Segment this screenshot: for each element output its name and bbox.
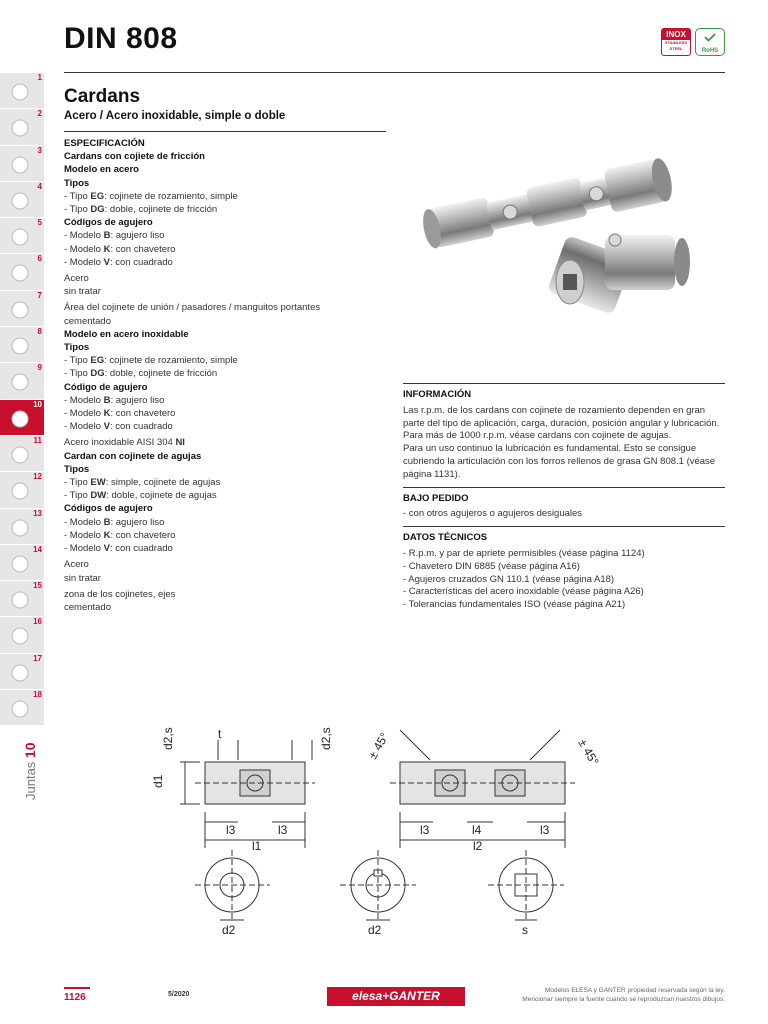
product-photo	[410, 140, 710, 330]
spec-heading: Tipos	[64, 342, 90, 354]
datos-item: - R.p.m. y par de apriete permisibles (véase página 1124)	[403, 547, 645, 559]
spec-heading: Tipos	[64, 463, 90, 475]
spec-text: - Modelo	[64, 230, 104, 242]
spec-text: - Modelo	[64, 243, 104, 255]
chapter-tab[interactable]	[0, 109, 44, 145]
footer-accent	[64, 987, 90, 989]
dim-label: t	[218, 727, 222, 741]
chapter-tab-number: 9	[37, 363, 42, 373]
spec-paragraph: sin tratar	[64, 286, 101, 298]
spec-code: EG	[90, 190, 105, 202]
spec-text: : simple, cojinete de agujas	[105, 477, 221, 489]
spec-text: : con chavetero	[110, 243, 176, 255]
chapter-tab-number: 16	[33, 617, 42, 627]
chapter-tab[interactable]	[0, 472, 44, 508]
dim-label: ± 45°	[575, 736, 602, 768]
spec-list-item	[64, 367, 384, 380]
spec-paragraph: cementado	[64, 601, 112, 613]
chapter-tab-number: 13	[33, 508, 42, 518]
check-icon	[704, 33, 716, 42]
spec-code: K	[103, 529, 111, 541]
datos-heading: DATOS TÉCNICOS	[403, 532, 488, 544]
spec-list-item	[64, 476, 384, 489]
dim-label: d2	[368, 923, 382, 937]
chapter-tab-number: 6	[37, 254, 42, 264]
spec-code: EW	[90, 477, 106, 489]
chapter-tab-number: 17	[33, 653, 42, 663]
chapter-tab[interactable]	[0, 400, 44, 436]
chapter-tab[interactable]	[0, 617, 44, 653]
info-paragraph-1: Las r.p.m. de los cardans con cojinete de rozamiento dependen en gran parte del tipo de aplicación, carga, duración, posición angular y lubricación. Para más de 1000 r.p.m. véase cardans con cojinete de agujas.	[403, 404, 720, 442]
spec-text: - Modelo	[64, 543, 104, 555]
component-icon	[8, 517, 32, 539]
spec-heading: Códigos de agujero	[64, 217, 153, 229]
dim-label: d2	[222, 923, 236, 937]
component-icon	[8, 480, 32, 502]
component-icon	[8, 444, 32, 466]
section-label	[22, 742, 38, 800]
chapter-tab[interactable]	[0, 218, 44, 254]
chapter-tab-number: 7	[37, 290, 42, 300]
spec-heading: Cardan con cojinete de agujas	[64, 450, 202, 462]
spec-paragraph	[64, 436, 384, 449]
spec-code: EG	[90, 355, 105, 367]
bajo-pedido-heading: BAJO PEDIDO	[403, 492, 469, 504]
divider	[403, 526, 725, 527]
chapter-tab-number: 5	[37, 218, 42, 228]
component-icon	[8, 553, 32, 575]
spec-text: : con cuadrado	[109, 543, 173, 555]
component-icon	[8, 408, 32, 430]
header-divider	[64, 72, 725, 73]
component-icon	[8, 190, 32, 212]
chapter-tab-number: 15	[33, 581, 42, 591]
spec-heading: ESPECIFICACIÓN	[64, 138, 145, 149]
dim-label: l3	[420, 823, 430, 837]
spec-text: - Tipo	[64, 477, 91, 489]
spec-text: - Modelo	[64, 529, 104, 541]
chapter-tab[interactable]	[0, 436, 44, 472]
dim-label: l3	[226, 823, 236, 837]
spec-code: DG	[90, 204, 105, 216]
spec-code: K	[103, 243, 111, 255]
datos-item: - Características del acero inoxidable (véase página A26)	[403, 586, 644, 598]
spec-paragraph: Acero	[64, 273, 89, 285]
inox-badge-sub: STAINLESS STEEL	[664, 40, 688, 51]
spec-heading: Modelo en acero	[64, 164, 139, 176]
chapter-tab[interactable]	[0, 291, 44, 327]
section-label-num: 10	[22, 742, 38, 759]
spec-list-item	[64, 190, 384, 203]
chapter-tab[interactable]	[0, 509, 44, 545]
datos-item: - Agujeros cruzados GN 110.1 (véase página A18)	[403, 573, 615, 585]
datos-item: - Chavetero DIN 6885 (véase página A16)	[403, 560, 580, 572]
chapter-tab[interactable]	[0, 690, 44, 726]
page-title: DIN 808	[64, 22, 178, 55]
spec-text: : agujero liso	[110, 516, 165, 528]
spec-heading: Códigos de agujero	[64, 503, 153, 515]
spec-text: - Tipo	[64, 204, 91, 216]
chapter-tab[interactable]	[0, 654, 44, 690]
chapter-tab-number: 2	[37, 109, 42, 119]
component-icon	[8, 589, 32, 611]
datos-item: - Tolerancias fundamentales ISO (véase página A21)	[403, 599, 626, 611]
chapter-tab[interactable]	[0, 254, 44, 290]
chapter-tab[interactable]	[0, 146, 44, 182]
info-divider	[403, 383, 725, 384]
rohs-badge-label: RoHS	[701, 48, 719, 54]
page-number: 1126	[64, 992, 86, 1003]
spec-code: V	[103, 256, 110, 268]
spec-code: V	[103, 421, 110, 433]
technical-drawing	[140, 720, 620, 940]
spec-text: : con cuadrado	[109, 421, 173, 433]
dim-label: l3	[540, 823, 550, 837]
spec-text: Acero inoxidable AISI 304	[64, 437, 176, 449]
legal-line: Modelos ELESA y GANTER propiedad reservada según la ley.	[544, 987, 725, 994]
spec-code: B	[103, 230, 111, 242]
section-subtitle: Acero / Acero inoxidable, simple o doble	[64, 110, 286, 122]
spec-text: : cojinete de rozamiento, simple	[104, 190, 238, 202]
component-icon	[8, 117, 32, 139]
spec-list-item	[64, 229, 384, 242]
inox-badge-label: INOX	[662, 29, 690, 40]
spec-code: NI	[175, 437, 185, 449]
chapter-tab-number: 18	[33, 690, 42, 700]
spec-text: - Tipo	[64, 368, 91, 380]
component-icon	[8, 154, 32, 176]
spec-list-item	[64, 256, 384, 269]
spec-text: : cojinete de rozamiento, simple	[104, 355, 238, 367]
component-icon	[8, 226, 32, 248]
bajo-pedido-item: - con otros agujeros o agujeros desiguales	[403, 508, 583, 520]
spec-text: : con cuadrado	[109, 256, 173, 268]
spec-paragraph: cementado	[64, 315, 112, 327]
spec-code: DW	[90, 490, 107, 502]
dim-label: l4	[472, 823, 482, 837]
dim-label: s	[522, 923, 528, 937]
section-label-text: Juntas	[23, 761, 38, 800]
specification	[64, 137, 384, 614]
spec-code: B	[103, 516, 111, 528]
divider	[403, 487, 725, 488]
spec-text: - Modelo	[64, 408, 104, 420]
spec-text: : con chavetero	[110, 529, 176, 541]
spec-text: : doble, cojinete de fricción	[104, 204, 218, 216]
spec-paragraph: zona de los cojinetes, ejes	[64, 588, 176, 600]
component-icon	[8, 662, 32, 684]
chapter-tab-number: 4	[37, 181, 42, 191]
chapter-tab-number: 3	[37, 145, 42, 155]
info-column	[403, 389, 725, 612]
dim-label: l3	[278, 823, 288, 837]
spec-text: - Modelo	[64, 394, 104, 406]
dim-label: l2	[473, 839, 483, 853]
chapter-tabs	[0, 73, 44, 726]
chapter-tab-number: 8	[37, 327, 42, 337]
spec-text: : doble, cojinete de agujas	[106, 490, 217, 502]
chapter-tab[interactable]	[0, 545, 44, 581]
brand-logo: elesa+GANTER	[327, 987, 465, 1006]
spec-paragraph: Área del cojinete de unión / pasadores / manguitos portantes	[64, 302, 321, 314]
spec-list-item	[64, 489, 384, 502]
spec-heading: Tipos	[64, 177, 90, 189]
spec-text: : con chavetero	[110, 408, 176, 420]
spec-text: - Modelo	[64, 256, 104, 268]
chapter-tab[interactable]	[0, 327, 44, 363]
component-icon	[8, 335, 32, 357]
spec-text: - Tipo	[64, 490, 91, 502]
chapter-tab-number: 14	[33, 544, 42, 554]
component-icon	[8, 698, 32, 720]
spec-paragraph: Acero	[64, 559, 89, 571]
spec-code: K	[103, 408, 111, 420]
dim-label: d1	[151, 774, 165, 788]
dim-label: ± 45°	[365, 730, 392, 762]
spec-code: B	[103, 394, 111, 406]
chapter-tab[interactable]	[0, 363, 44, 399]
spec-list-item	[64, 420, 384, 433]
spec-list-item	[64, 394, 384, 407]
chapter-tab[interactable]	[0, 73, 44, 109]
spec-code: DG	[90, 368, 105, 380]
spec-list-item	[64, 203, 384, 216]
spec-paragraph: sin tratar	[64, 572, 101, 584]
chapter-tab-number: 10	[33, 399, 42, 409]
spec-list-item	[64, 529, 384, 542]
chapter-tab[interactable]	[0, 182, 44, 218]
component-icon	[8, 81, 32, 103]
spec-list-item	[64, 542, 384, 555]
edition-date: 5/2020	[168, 991, 190, 998]
dim-label: d2,s	[161, 727, 175, 750]
chapter-tab-number: 1	[37, 73, 42, 82]
spec-text: : agujero liso	[110, 394, 165, 406]
dim-label: d2,s	[319, 727, 333, 750]
legal-line: Mencionar siempre la fuente cuando se reproduzcan nuestros dibujos.	[522, 995, 725, 1003]
section-divider	[64, 131, 386, 132]
spec-list-item	[64, 516, 384, 529]
dim-label: l1	[252, 839, 262, 853]
component-icon	[8, 371, 32, 393]
component-icon	[8, 299, 32, 321]
rohs-badge	[695, 28, 725, 56]
inox-badge	[661, 28, 691, 56]
chapter-tab[interactable]	[0, 581, 44, 617]
info-heading: INFORMACIÓN	[403, 389, 472, 400]
spec-list-item	[64, 243, 384, 256]
spec-text: : doble, cojinete de fricción	[104, 368, 218, 380]
spec-text: - Modelo	[64, 516, 104, 528]
spec-heading: Código de agujero	[64, 381, 148, 393]
spec-list-item	[64, 407, 384, 420]
legal-note	[465, 987, 725, 1004]
spec-heading: Modelo en acero inoxidable	[64, 328, 189, 340]
spec-list-item	[64, 354, 384, 367]
section-title: Cardans	[64, 86, 141, 107]
info-paragraph-2: Para un uso continuo la lubricación es fundamental. Esto se consigue cubriendo la articulación con los forros rellenos de grasa GN 808.1 (véase página 1131).	[403, 443, 716, 480]
spec-text: - Tipo	[64, 190, 91, 202]
chapter-tab-number: 11	[33, 435, 42, 445]
chapter-tab-number: 12	[33, 472, 42, 482]
spec-heading: Cardans con cojiete de fricción	[64, 151, 205, 163]
spec-text: - Modelo	[64, 421, 104, 433]
component-icon	[8, 262, 32, 284]
spec-text: : agujero liso	[110, 230, 165, 242]
component-icon	[8, 625, 32, 647]
spec-text: - Tipo	[64, 355, 91, 367]
spec-code: V	[103, 543, 110, 555]
